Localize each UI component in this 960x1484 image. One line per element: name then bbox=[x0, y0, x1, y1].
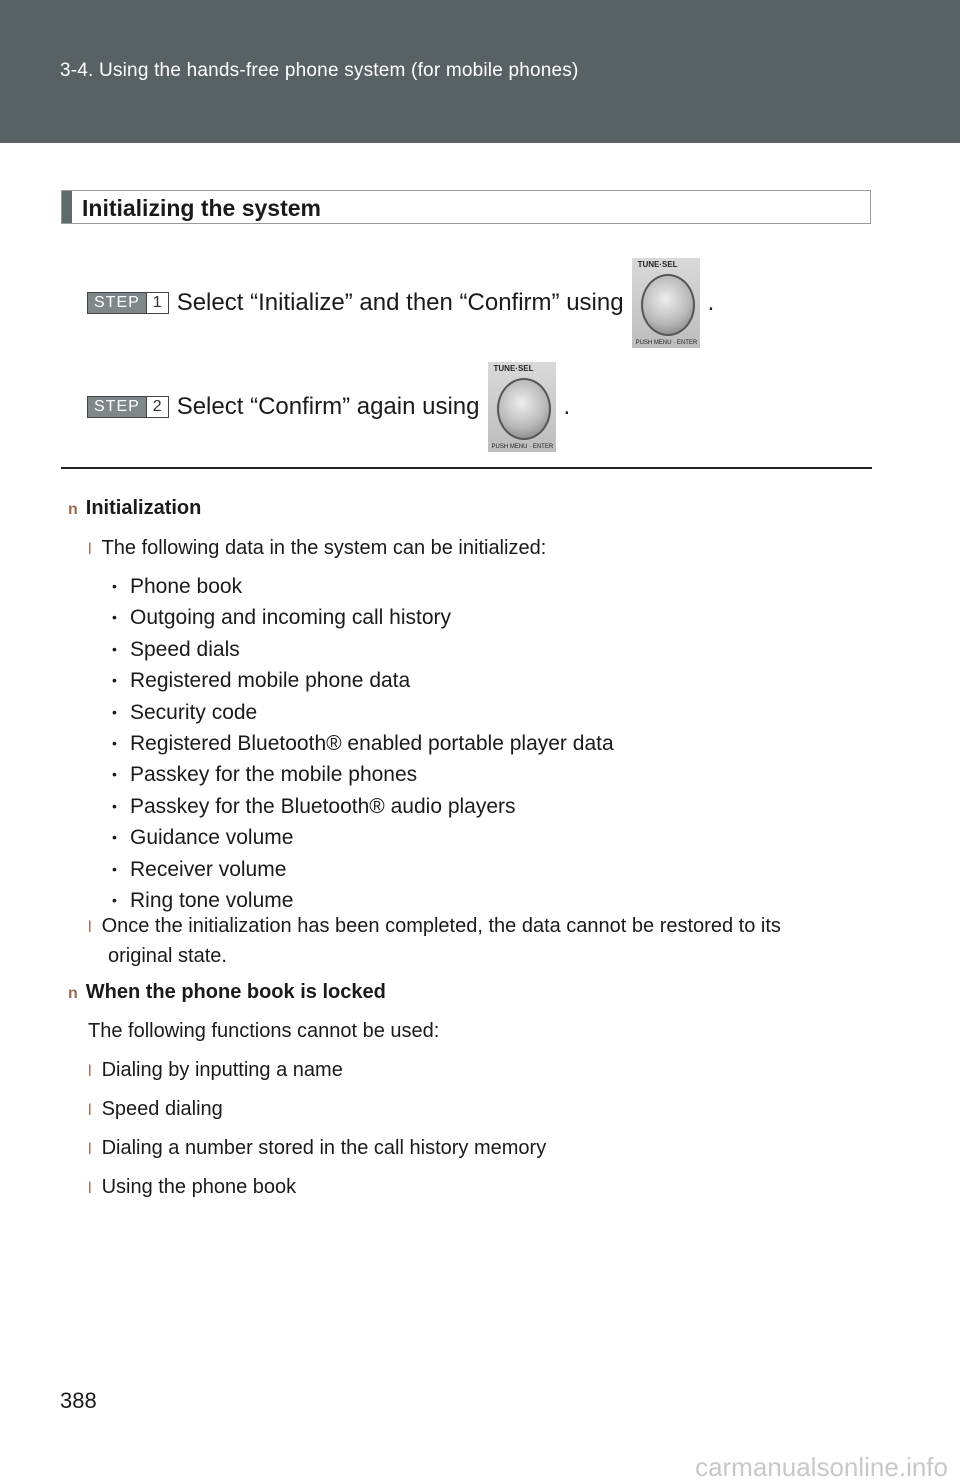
list-item: l Speed dialing bbox=[88, 1098, 223, 1120]
list-item: • Registered mobile phone data bbox=[112, 669, 411, 693]
round-bullet-icon: l bbox=[88, 1063, 92, 1080]
list-item: • Passkey for the Bluetooth® audio players bbox=[112, 794, 516, 818]
list-item: • Receiver volume bbox=[112, 857, 287, 881]
note-initialization-outro: l Once the initialization has been completed, the data cannot be restored to its original state. bbox=[88, 915, 781, 967]
round-bullet-icon: l bbox=[88, 1141, 92, 1158]
list-item: l Using the phone book bbox=[88, 1176, 297, 1198]
round-bullet-icon: l bbox=[88, 1102, 92, 1119]
tune-sel-knob-icon: TUNE·SEL PUSH MENU · ENTER bbox=[632, 258, 700, 348]
round-bullet-icon: l bbox=[88, 919, 92, 936]
round-bullet-icon: l bbox=[88, 541, 92, 558]
list-item: l Dialing by inputting a name bbox=[88, 1059, 343, 1081]
step-2-end: . bbox=[563, 393, 571, 420]
step-1 bbox=[87, 258, 714, 348]
section-accent bbox=[62, 191, 72, 223]
step-2-badge: STEP 2 bbox=[87, 396, 169, 418]
list-item: l Dialing a number stored in the call history memory bbox=[88, 1137, 547, 1159]
initializable-data-list bbox=[112, 571, 614, 916]
list-item: • Security code bbox=[112, 700, 258, 724]
step-1-badge: STEP 1 bbox=[87, 292, 169, 314]
footer-watermark: carmanualsonline.info bbox=[695, 1452, 948, 1482]
page-header bbox=[0, 0, 960, 143]
list-item: • Registered Bluetooth® enabled portable player data bbox=[112, 732, 614, 756]
note-locked-intro: The following functions cannot be used: bbox=[88, 1020, 440, 1042]
section-title: Initializing the system bbox=[82, 195, 321, 221]
round-bullet-icon: l bbox=[88, 1180, 92, 1197]
section-title-bar bbox=[61, 190, 871, 224]
step-2 bbox=[87, 362, 570, 452]
square-bullet-icon: n bbox=[68, 501, 78, 518]
list-item: • Speed dials bbox=[112, 637, 240, 661]
step-2-text: Select “Confirm” again using bbox=[176, 393, 480, 420]
square-bullet-icon: n bbox=[68, 985, 78, 1002]
list-item: • Outgoing and incoming call history bbox=[112, 606, 452, 630]
list-item: • Guidance volume bbox=[112, 826, 294, 850]
list-item: • Passkey for the mobile phones bbox=[112, 763, 418, 787]
section-divider bbox=[61, 467, 872, 469]
list-item: • Ring tone volume bbox=[112, 889, 294, 913]
step-1-text: Select “Initialize” and then “Confirm” using bbox=[176, 289, 624, 316]
tune-sel-knob-icon: TUNE·SEL PUSH MENU · ENTER bbox=[488, 362, 556, 452]
header-title: 3-4. Using the hands-free phone system (for mobile phones) bbox=[60, 60, 579, 81]
list-item: • Phone book bbox=[112, 575, 243, 598]
note-initialization-heading: n Initialization bbox=[68, 497, 202, 519]
note-locked-heading: n When the phone book is locked bbox=[68, 981, 386, 1003]
note-initialization-intro: l The following data in the system can be initialized: bbox=[88, 537, 547, 559]
step-1-end: . bbox=[707, 289, 715, 316]
page-number: 388 bbox=[60, 1388, 97, 1413]
